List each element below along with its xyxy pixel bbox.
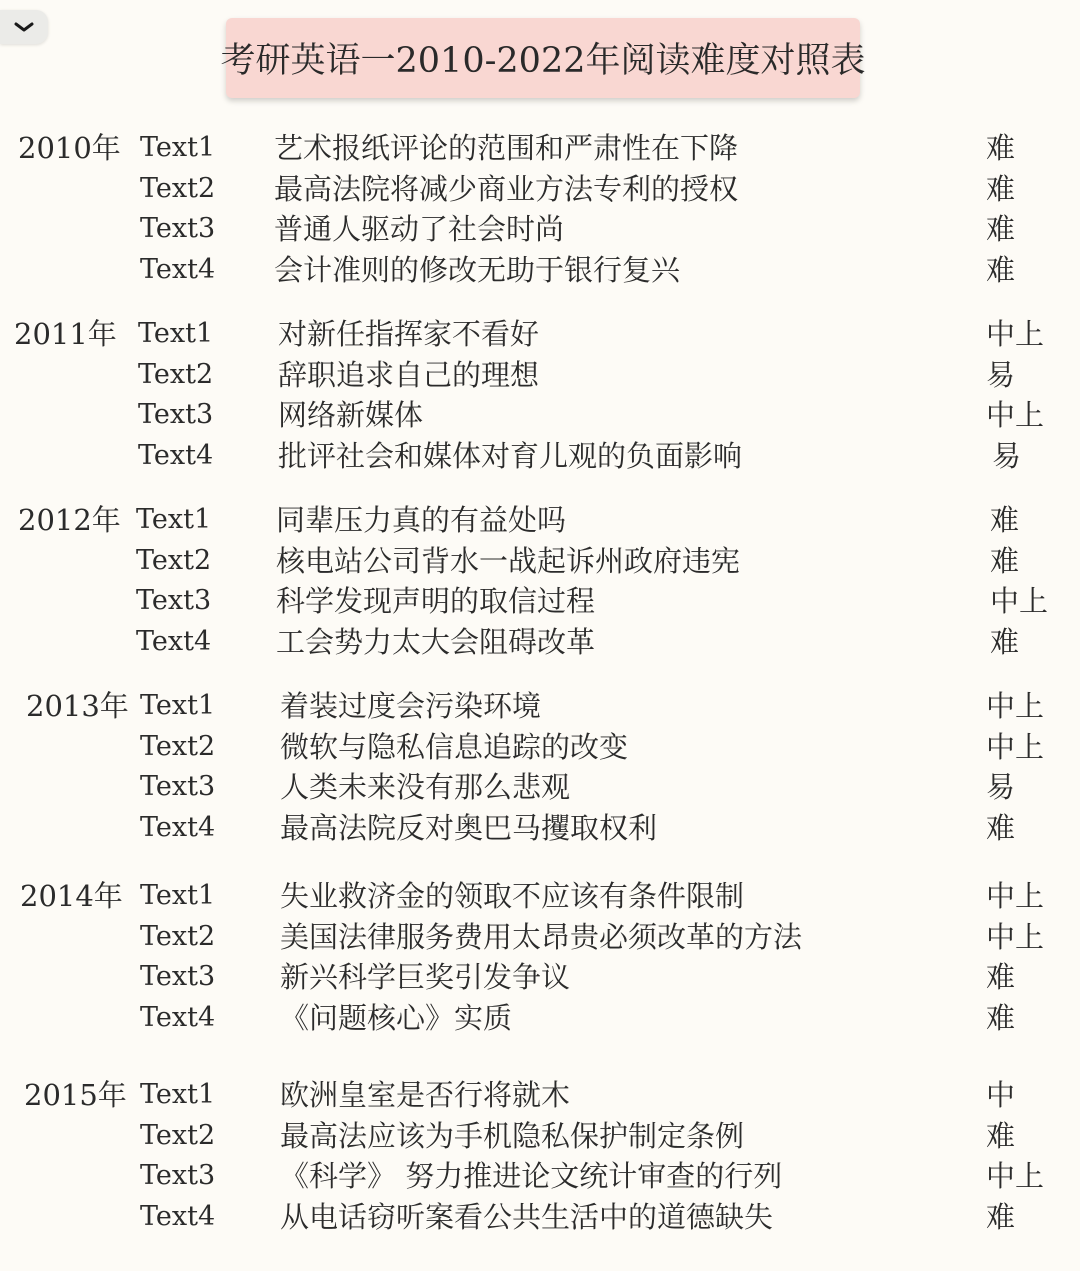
- table-row: [0, 686, 1080, 726]
- year-label: 2012年: [18, 503, 121, 537]
- table-row: [0, 1075, 1080, 1115]
- text-number: Text4: [140, 1002, 216, 1033]
- text-number: Text2: [138, 359, 214, 390]
- topic: 最高法院反对奥巴马攫取权利: [280, 811, 658, 845]
- text-number: Text4: [140, 254, 216, 285]
- text-number: Text1: [140, 132, 216, 163]
- difficulty: 难: [986, 811, 1016, 845]
- difficulty: 中: [986, 1078, 1016, 1112]
- table-row: [0, 314, 1080, 354]
- table-row: [0, 876, 1080, 916]
- topic: 《科学》 努力推进论文统计审查的行列: [280, 1159, 783, 1193]
- difficulty: 难: [986, 1119, 1016, 1153]
- text-number: Text1: [140, 1079, 216, 1110]
- chevron-down-icon: [13, 21, 35, 33]
- year-label: 2013年: [26, 689, 129, 723]
- text-number: Text3: [140, 1160, 216, 1191]
- year-label: 2011年: [14, 317, 117, 351]
- text-number: Text2: [140, 921, 216, 952]
- topic: 最高法院将减少商业方法专利的授权: [274, 172, 739, 206]
- table-row: [0, 998, 1080, 1038]
- table-row: [0, 1116, 1080, 1156]
- difficulty: 难: [986, 172, 1016, 206]
- topic: 科学发现声明的取信过程: [276, 584, 596, 618]
- table-row: [0, 727, 1080, 767]
- topic: 从电话窃听案看公共生活中的道德缺失: [280, 1200, 774, 1234]
- difficulty: 难: [990, 544, 1020, 578]
- difficulty: 中上: [986, 398, 1045, 432]
- text-number: Text1: [136, 504, 212, 535]
- table-row: [0, 1197, 1080, 1237]
- difficulty: 中上: [986, 689, 1045, 723]
- text-number: Text2: [140, 731, 216, 762]
- difficulty: 中上: [986, 920, 1045, 954]
- title-banner: [220, 18, 866, 98]
- text-number: Text4: [138, 440, 214, 471]
- table-row: [0, 500, 1080, 540]
- table-row: [0, 541, 1080, 581]
- table-row: [0, 436, 1080, 476]
- topic: 工会势力太大会阻碍改革: [276, 625, 596, 659]
- topic: 普通人驱动了社会时尚: [274, 212, 565, 246]
- table-row: [0, 808, 1080, 848]
- difficulty: 难: [986, 960, 1016, 994]
- topic: 核电站公司背水一战起诉州政府违宪: [276, 544, 741, 578]
- difficulty: 中上: [986, 317, 1045, 351]
- difficulty: 易: [986, 770, 1016, 804]
- text-number: Text4: [140, 1201, 216, 1232]
- difficulty: 难: [986, 131, 1016, 165]
- topic: 美国法律服务费用太昂贵必须改革的方法: [280, 920, 803, 954]
- difficulty: 中上: [986, 879, 1045, 913]
- topic: 最高法应该为手机隐私保护制定条例: [280, 1119, 745, 1153]
- topic: 会计准则的修改无助于银行复兴: [274, 253, 681, 287]
- difficulty: 易: [986, 358, 1016, 392]
- topic: 艺术报纸评论的范围和严肃性在下降: [274, 131, 739, 165]
- table-row: [0, 395, 1080, 435]
- difficulty: 中上: [986, 730, 1045, 764]
- text-number: Text3: [140, 961, 216, 992]
- text-number: Text4: [136, 626, 212, 657]
- difficulty: 中上: [986, 1159, 1045, 1193]
- table-row: [0, 169, 1080, 209]
- topic: 《问题核心》实质: [280, 1001, 513, 1035]
- topic: 着装过度会污染环境: [280, 689, 542, 723]
- table-row: [0, 957, 1080, 997]
- difficulty: 难: [986, 1001, 1016, 1035]
- difficulty: 难: [986, 253, 1016, 287]
- table-row: [0, 1156, 1080, 1196]
- text-number: Text1: [140, 880, 216, 911]
- topic: 人类未来没有那么悲观: [280, 770, 571, 804]
- text-number: Text3: [140, 771, 216, 802]
- difficulty: 中上: [990, 584, 1049, 618]
- table-row: [0, 250, 1080, 290]
- difficulty: 难: [990, 625, 1020, 659]
- topic: 微软与隐私信息追踪的改变: [280, 730, 629, 764]
- difficulty: 难: [986, 212, 1016, 246]
- year-label: 2010年: [18, 131, 121, 165]
- difficulty: 难: [986, 1200, 1016, 1234]
- topic: 欧洲皇室是否行将就木: [280, 1078, 571, 1112]
- table-row: [0, 622, 1080, 662]
- text-number: Text3: [136, 585, 212, 616]
- topic: 网络新媒体: [278, 398, 424, 432]
- topic: 辞职追求自己的理想: [278, 358, 540, 392]
- topic: 对新任指挥家不看好: [278, 317, 540, 351]
- text-number: Text4: [140, 812, 216, 843]
- topic: 批评社会和媒体对育儿观的负面影响: [278, 439, 743, 473]
- text-number: Text2: [140, 1120, 216, 1151]
- text-number: Text3: [138, 399, 214, 430]
- collapse-button[interactable]: [0, 10, 48, 44]
- table-row: [0, 767, 1080, 807]
- topic: 新兴科学巨奖引发争议: [280, 960, 571, 994]
- year-label: 2014年: [20, 879, 123, 913]
- table-row: [0, 917, 1080, 957]
- table-row: [0, 128, 1080, 168]
- year-label: 2015年: [24, 1078, 127, 1112]
- table-row: [0, 209, 1080, 249]
- difficulty: 易: [992, 439, 1022, 473]
- topic: 同辈压力真的有益处吗: [276, 503, 567, 537]
- table-row: [0, 581, 1080, 621]
- text-number: Text2: [140, 173, 216, 204]
- text-number: Text3: [140, 213, 216, 244]
- text-number: Text1: [140, 690, 216, 721]
- text-number: Text1: [138, 318, 214, 349]
- topic: 失业救济金的领取不应该有条件限制: [280, 879, 745, 913]
- table-row: [0, 355, 1080, 395]
- difficulty: 难: [990, 503, 1020, 537]
- page-title: 考研英语一2010-2022年阅读难度对照表: [220, 41, 866, 81]
- text-number: Text2: [136, 545, 212, 576]
